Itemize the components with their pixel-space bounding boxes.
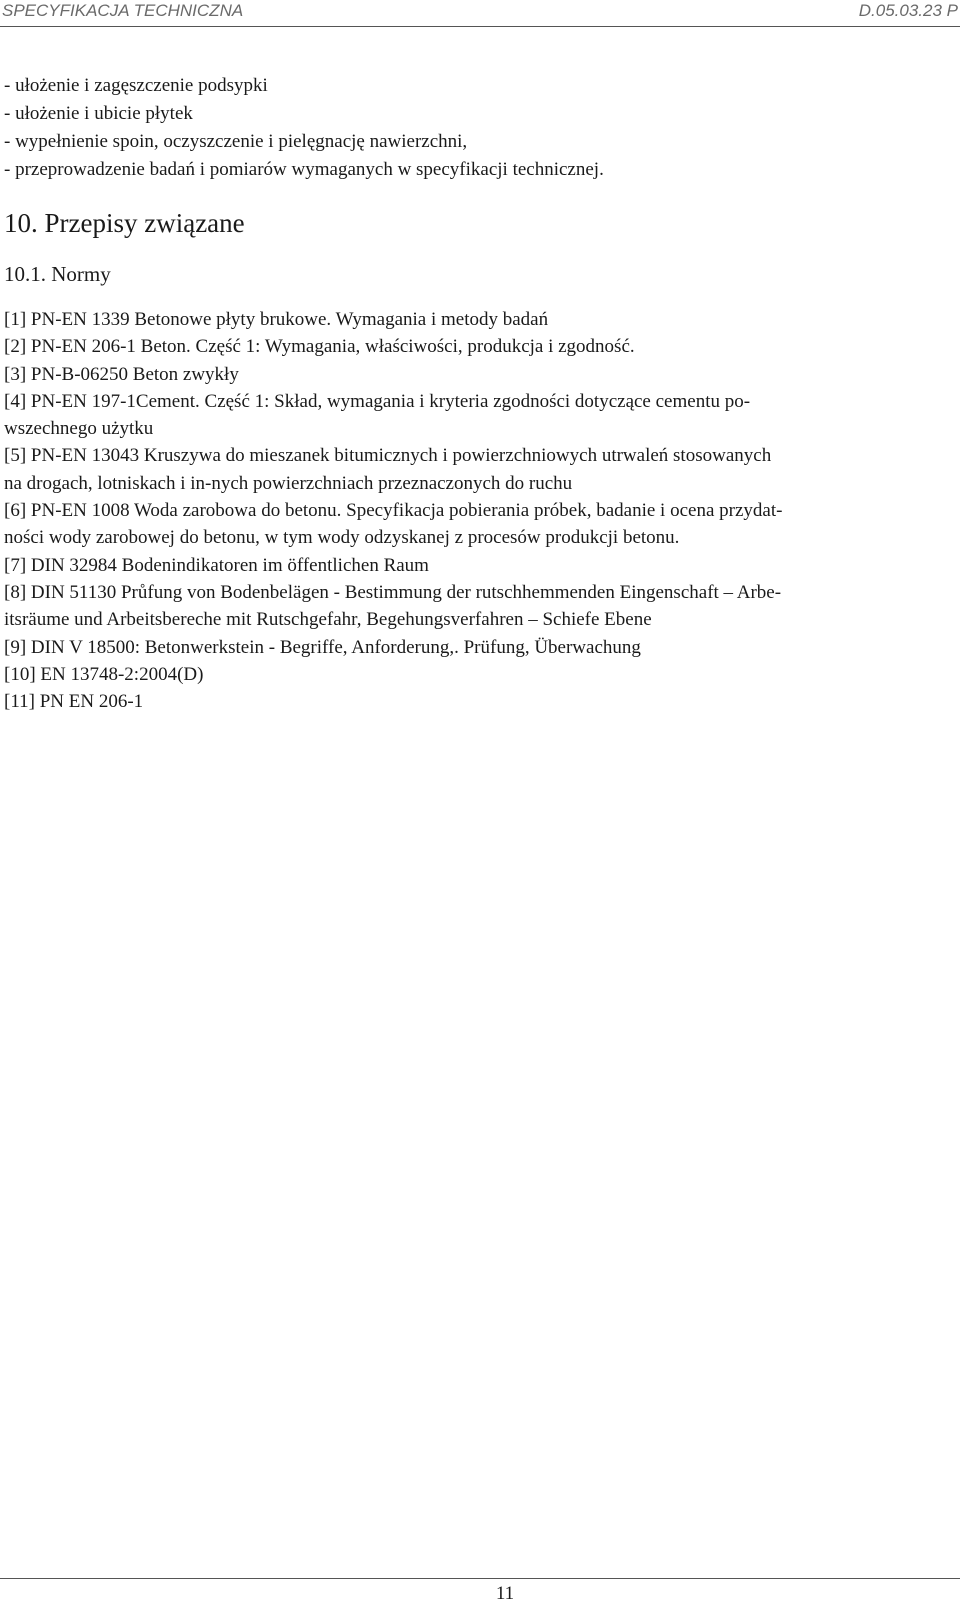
reference-line: [4] PN-EN 197-1Cement. Część 1: Skład, wymagania i kryteria zgodności dotyczące cementu po- [4, 390, 751, 412]
reference-line: [8] DIN 51130 Průfung von Bodenbelägen - Bestimmung der rutschhemmenden Eingenschaft – Arbe- [4, 581, 782, 603]
page-number: 11 [495, 1583, 515, 1604]
header-document-title: SPECYFIKACJA TECHNICZNA [2, 1, 244, 20]
reference-line: na drogach, lotniskach i in-nych powierzchniach przeznaczonych do ruchu [4, 472, 573, 494]
reference-line: ności wody zarobowej do betonu, w tym wody odzyskanej z procesów produkcji betonu. [4, 527, 680, 549]
reference-line: [11] PN EN 206-1 [4, 691, 144, 713]
header-document-code: D.05.03.23 P [858, 1, 958, 20]
task-list-item: - ułożenie i ubicie płytek [4, 103, 193, 124]
task-list-item: - ułożenie i zagęszczenie podsypki [4, 75, 268, 96]
reference-line: [1] PN-EN 1339 Betonowe płyty brukowe. Wymagania i metody badań [4, 309, 549, 330]
task-list-item: - wypełnienie spoin, oczyszczenie i pielęgnację nawierzchni, [4, 131, 468, 152]
standards-reference-list [4, 306, 944, 715]
reference-line: itsräume und Arbeitsbereche mit Rutschgefahr, Begehungsverfahren – Schiefe Ebene [4, 609, 652, 631]
reference-line: [9] DIN V 18500: Betonwerkstein - Begriffe, Anforderung,. Prüfung, Überwachung [4, 636, 641, 658]
reference-line: [10] EN 13748-2:2004(D) [4, 663, 204, 685]
task-list-item: - przeprowadzenie badań i pomiarów wymaganych w specyfikacji technicznej. [4, 159, 604, 180]
task-list [4, 72, 944, 184]
reference-line: [6] PN-EN 1008 Woda zarobowa do betonu. Specyfikacja pobierania próbek, badanie i ocena przydat- [4, 500, 783, 522]
section-heading: 10. Przepisy związane [4, 208, 245, 238]
page-header [0, 0, 960, 27]
page-footer [0, 1578, 960, 1609]
reference-line: [2] PN-EN 206-1 Beton. Część 1: Wymagania, właściwości, produkcja i zgodność. [4, 336, 635, 358]
reference-line: [3] PN-B-06250 Beton zwykły [4, 363, 239, 385]
reference-line: [5] PN-EN 13043 Kruszywa do mieszanek bitumicznych i powierzchniowych utrwaleń stosowanych [4, 445, 772, 467]
reference-line: [7] DIN 32984 Bodenindikatoren im öffentlichen Raum [4, 554, 429, 576]
document-body [4, 72, 944, 715]
reference-line: wszechnego użytku [4, 418, 154, 440]
subsection-heading: 10.1. Normy [4, 262, 111, 286]
